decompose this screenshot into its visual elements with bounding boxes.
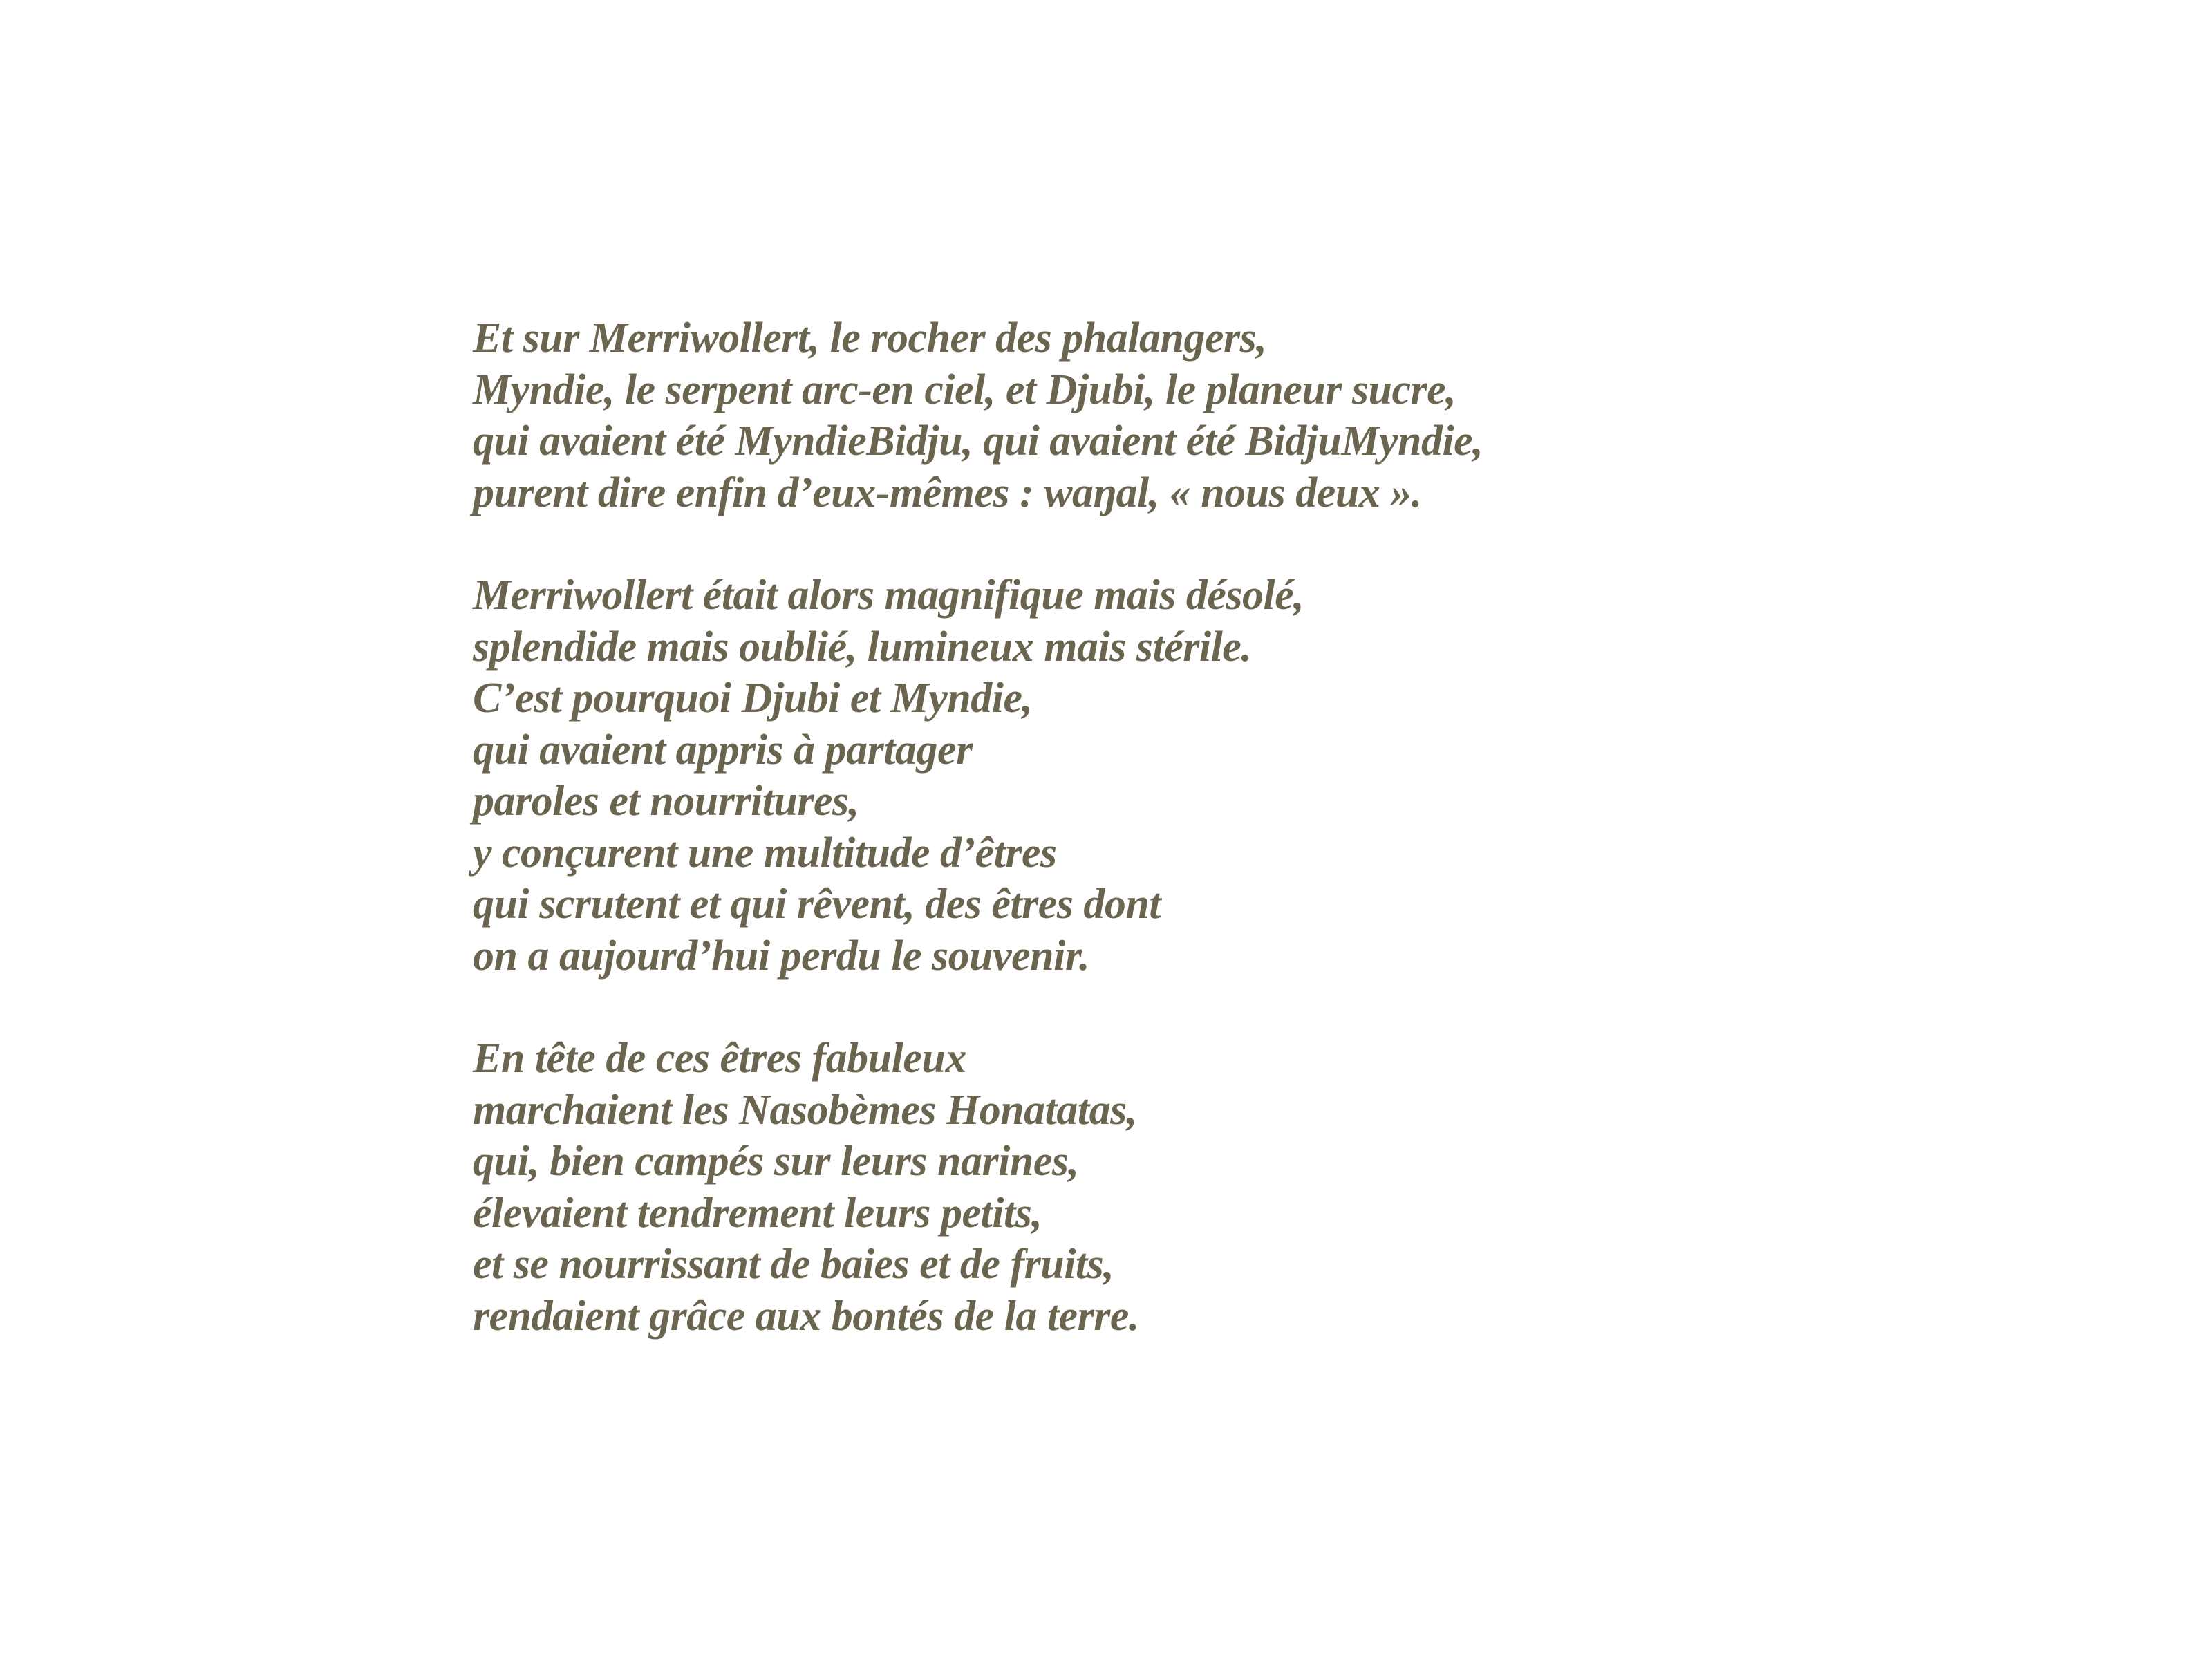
stanza-2 (473, 570, 1483, 982)
poem-line: splendide mais oublié, lumineux mais stérile. (473, 623, 1252, 671)
poem-line: En tête de ces êtres fabuleux (473, 1035, 966, 1082)
poem-line: on a aujourd’hui perdu le souvenir. (473, 932, 1090, 980)
poem-line: Myndie, le serpent arc-en ciel, et Djubi, le planeur sucre, (473, 366, 1456, 413)
poem-line: y conçurent une multitude d’êtres (473, 829, 1057, 877)
poem-line: qui avaient été MyndieBidju, qui avaient été BidjuMyndie, (473, 418, 1483, 465)
poem-line: élevaient tendrement leurs petits, (473, 1189, 1042, 1237)
poem-line: C’est pourquoi Djubi et Myndie, (473, 675, 1033, 722)
poem-line: et se nourrissant de baies et de fruits, (473, 1241, 1114, 1288)
stanza-1 (473, 312, 1483, 518)
poem-line: qui avaient appris à partager (473, 726, 973, 774)
stanza-3 (473, 1033, 1483, 1342)
poem-text (473, 312, 1483, 1342)
poem-line: paroles et nourritures, (473, 778, 859, 825)
poem-line: purent dire enfin d’eux-mêmes : waŋal, « nous deux ». (473, 469, 1422, 516)
poem-line: qui, bien campés sur leurs narines, (473, 1138, 1079, 1185)
poem-line: Et sur Merriwollert, le rocher des phalangers, (473, 315, 1267, 362)
poem-line: qui scrutent et qui rêvent, des êtres dont (473, 881, 1161, 928)
poem-line: Merriwollert était alors magnifique mais désolé, (473, 572, 1304, 619)
poem-line: rendaient grâce aux bontés de la terre. (473, 1292, 1139, 1340)
poem-line: marchaient les Nasobèmes Honatatas, (473, 1086, 1137, 1134)
